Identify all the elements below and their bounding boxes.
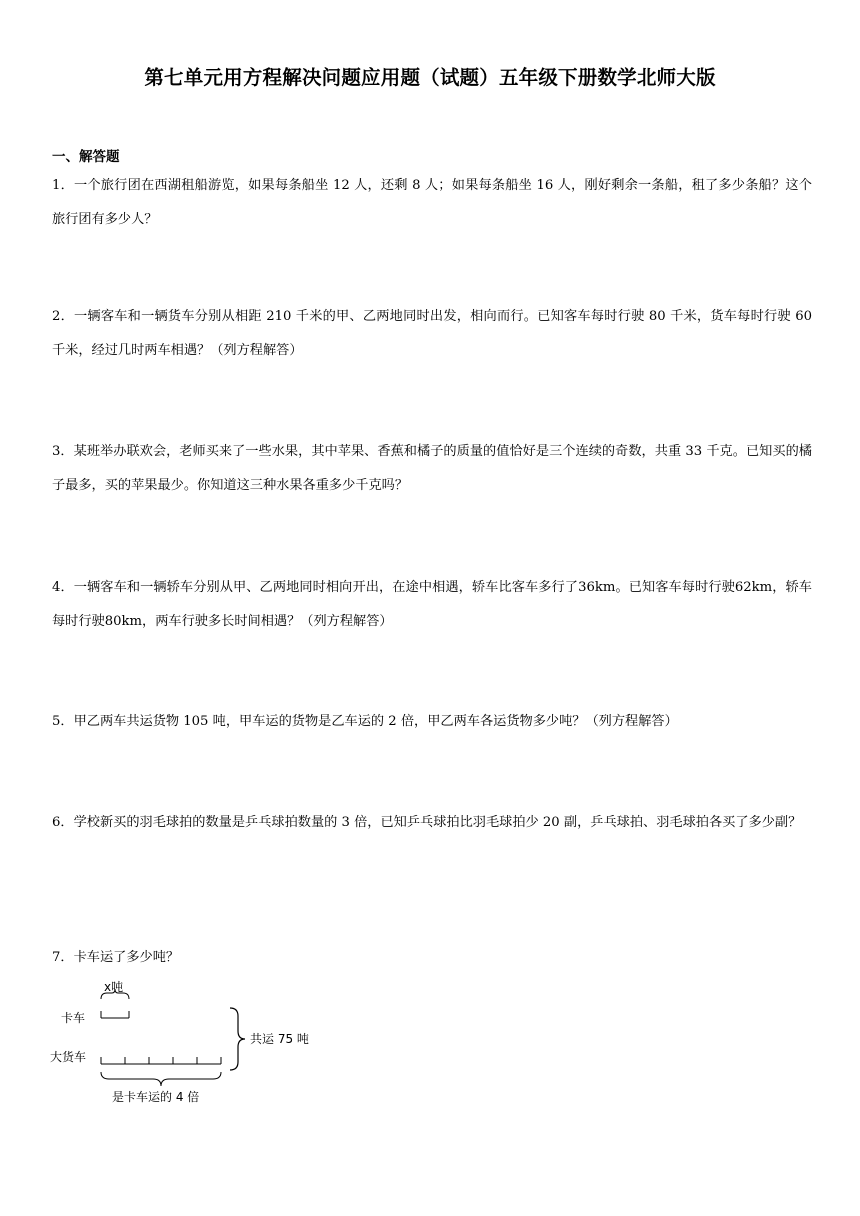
- question-7: [52, 941, 812, 975]
- question-text: 2．一辆客车和一辆货车分别从相距 210 千米的甲、乙两地同时出发，相向而行。已知客车每时行驶 80 千米，货车每时行驶 60 千米，经过几时两车相遇？（列方程解答）: [52, 309, 812, 358]
- x-ton-label: x吨: [104, 980, 124, 994]
- total-label: 共运 75 吨: [250, 1032, 309, 1046]
- question-4: [52, 571, 812, 639]
- question-3: [52, 435, 812, 503]
- question-text: 5．甲乙两车共运货物 105 吨，甲车运的货物是乙车运的 2 倍，甲乙两车各运货物多少吨？（列方程解答）: [52, 714, 678, 729]
- question-6: [52, 806, 812, 840]
- bottom-brace: [101, 1072, 221, 1086]
- question-text: 3．某班举办联欢会，老师买来了一些水果，其中苹果、香蕉和橘子的质量的值恰好是三个连续的奇数，共重 33 千克。已知买的橘子最多，买的苹果最少。你知道这三种水果各重多少千克吗？: [52, 444, 812, 493]
- big-truck-label: 大货车: [50, 1050, 87, 1064]
- question-text: 1．一个旅行团在西湖租船游览，如果每条船坐 12 人，还剩 8 人；如果每条船坐 16 人，刚好剩余一条船，租了多少条船？这个旅行团有多少人？: [52, 178, 812, 227]
- truck-label: 卡车: [61, 1011, 86, 1025]
- big-truck-segment: [101, 1057, 221, 1064]
- section-heading: 一、解答题: [52, 149, 120, 165]
- question-2: [52, 300, 812, 368]
- question-text: 4．一辆客车和一辆轿车分别从甲、乙两地同时相向开出，在途中相遇，轿车比客车多行了36km。已知客车每时行驶62km，轿车每时行驶80km，两车行驶多长时间相遇？（列方程解答）: [52, 580, 812, 629]
- question-text: 6．学校新买的羽毛球拍的数量是乒乓球拍数量的 3 倍，已知乒乓球拍比羽毛球拍少 20 副，乒乓球拍、羽毛球拍各买了多少副？: [52, 815, 802, 830]
- question-1: [52, 169, 812, 237]
- right-brace: [230, 1008, 245, 1070]
- question-text: 7．卡车运了多少吨？: [52, 950, 180, 965]
- four-times-label: 是卡车运的 4 倍: [112, 1090, 200, 1104]
- truck-segment: [101, 1011, 129, 1018]
- document-title: 第七单元用方程解决问题应用题（试题）五年级下册数学北师大版: [144, 66, 716, 89]
- line-segment-diagram: [40, 975, 340, 1110]
- question-5: [52, 705, 812, 739]
